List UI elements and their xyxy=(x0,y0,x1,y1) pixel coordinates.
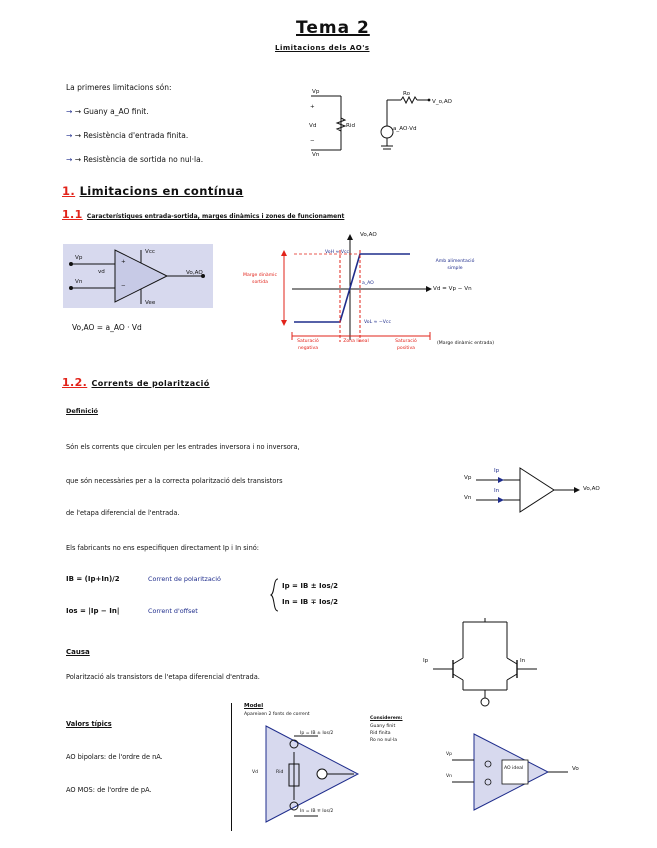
model-sub: Apareixen 2 fonts de corrent xyxy=(244,712,310,717)
considerem-heading: Considerem: xyxy=(370,716,403,721)
considerem-3: Ro no nul·la xyxy=(370,738,398,743)
definicio-line-3: de l'etapa diferencial de l'entrada. xyxy=(66,509,180,517)
definicio-heading: Definició xyxy=(66,407,99,415)
considerem-1: Guany finit xyxy=(370,724,396,729)
diffpair-in: In xyxy=(520,658,526,664)
bias-current-opamp xyxy=(460,460,590,520)
causa-heading: Causa xyxy=(66,648,90,656)
transfer-output-margin-label: Marge dinàmic sortida xyxy=(243,273,277,285)
transfer-zone-linear: Zona lineal xyxy=(343,339,369,344)
fig-vp: Vp xyxy=(312,89,320,95)
bias-vout: Vo,AO xyxy=(583,486,600,492)
valors-mos: AO MOS: de l'ordre de pA. xyxy=(66,786,152,794)
formula-ios: Ios = |Ip − In| xyxy=(66,607,120,615)
opamp-plus: + xyxy=(121,259,126,265)
transfer-vo-high: VoH ≈ Vcc xyxy=(325,250,350,255)
fig-plus: + xyxy=(310,104,315,110)
model-in-eq: In = IB ∓ Ios/2 xyxy=(300,809,334,814)
definicio-line-4: Els fabricants no ens especifiquen directament Ip i In sinó: xyxy=(66,544,260,552)
formula-brace xyxy=(270,578,280,612)
opamp-vp: Vp xyxy=(75,255,83,261)
opamp-vn: Vn xyxy=(75,279,83,285)
transfer-y-axis-label: Vo,AO xyxy=(360,232,377,238)
section-1-1-heading xyxy=(62,208,344,221)
model-ip-eq: Ip = IB ± Ios/2 xyxy=(300,731,334,736)
fig-rid: Rid xyxy=(346,123,355,129)
fig-vn: Vn xyxy=(312,152,320,158)
ideal-label: AO ideal xyxy=(504,766,524,771)
transfer-vo-low: VoL ≈ −Vcc xyxy=(364,320,391,325)
formula-in: In = IB ∓ Ios/2 xyxy=(282,598,339,606)
fig-vout: V_o,AO xyxy=(432,99,452,105)
opamp-symbol xyxy=(63,244,213,308)
section-1-heading xyxy=(62,184,243,198)
opamp-vd: vd xyxy=(98,269,105,275)
page-title: Tema 2 xyxy=(296,18,370,38)
opamp-vout: Vo,AO xyxy=(186,270,203,276)
page-subtitle: Limitacions dels AO's xyxy=(275,44,370,52)
model-heading: Model xyxy=(244,703,264,709)
intro-item-1-text: → Guany a_AO finit. xyxy=(74,107,149,116)
ideal-opamp-figure xyxy=(444,730,584,814)
opamp-model-figure xyxy=(305,86,465,166)
formula-ib-label: Corrent de polarització xyxy=(148,575,221,583)
opamp-minus: − xyxy=(121,283,126,289)
section-1-2-title: Corrents de polarització xyxy=(91,379,210,388)
opamp-vee: Vee xyxy=(145,300,156,306)
bias-in: In xyxy=(494,488,500,494)
transfer-simple-supply-label: Amb alimentació simple xyxy=(435,259,475,271)
model-vd: Vd xyxy=(252,770,259,775)
causa-text: Polarització als transistors de l'etapa diferencial d'entrada. xyxy=(66,673,260,681)
definicio-line-2: que són necessàries per a la correcta polarització dels transistors xyxy=(66,477,283,485)
transfer-x-axis-label: Vd = Vp − Vn xyxy=(433,286,472,292)
intro-lead: La primeres limitacions són: xyxy=(66,83,172,92)
section-1-1-title: Característiques entrada-sortida, marges dinàmics i zones de funcionament xyxy=(86,213,345,220)
bias-vp: Vp xyxy=(464,475,472,481)
opamp-vcc: Vcc xyxy=(145,249,155,255)
ideal-vn: Vn xyxy=(446,774,453,779)
intro-item-3-text: → Resistència de sortida no nul·la. xyxy=(74,155,204,164)
formula-ios-label: Corrent d'offset xyxy=(148,607,198,615)
fig-vd: Vd xyxy=(309,123,317,129)
valors-bipolar: AO bipolars: de l'ordre de nA. xyxy=(66,753,163,761)
opamp-gain-equation: Vo,AO = a_AO · Vd xyxy=(72,323,142,332)
ideal-vp: Vp xyxy=(446,752,453,757)
intro-item-1: → → Guany a_AO finit. xyxy=(66,107,149,116)
valors-heading: Valors típics xyxy=(66,720,112,728)
model-rid: Rid xyxy=(276,770,284,775)
transfer-zone-positive: Saturació positiva xyxy=(395,339,417,351)
transfer-zone-negative: Saturació negativa xyxy=(297,339,319,351)
section-1-number: 1. xyxy=(62,184,76,198)
ideal-vo: Vo xyxy=(572,766,579,772)
section-1-2-heading xyxy=(62,376,210,389)
transfer-slope: a_AO xyxy=(362,281,374,286)
transfer-input-margin-note: (Marge dinàmic entrada) xyxy=(437,341,495,346)
intro-item-3: → → Resistència de sortida no nul·la. xyxy=(66,155,204,164)
diffpair-ip: Ip xyxy=(423,658,429,664)
differential-pair-figure xyxy=(425,618,545,710)
formula-ib: IB = (Ip+In)/2 xyxy=(66,575,120,583)
model-divider xyxy=(231,703,232,831)
bias-vn: Vn xyxy=(464,495,472,501)
fig-source: a_AO·Vd xyxy=(393,126,417,132)
fig-minus: − xyxy=(310,138,315,144)
section-1-2-number: 1.2. xyxy=(62,376,88,389)
intro-item-2-text: → Resistència d'entrada finita. xyxy=(74,131,189,140)
section-1-title: Limitacions en contínua xyxy=(79,184,244,198)
bias-ip: Ip xyxy=(494,468,500,474)
definicio-line-1: Són els corrents que circulen per les entrades inversora i no inversora, xyxy=(66,443,300,451)
section-1-1-number: 1.1 xyxy=(62,208,83,221)
formula-ip: Ip = IB ± Ios/2 xyxy=(282,582,339,590)
intro-item-2: → → Resistència d'entrada finita. xyxy=(66,131,189,140)
fig-ro: Ro xyxy=(403,91,411,97)
considerem-2: Rid finita xyxy=(370,731,391,736)
